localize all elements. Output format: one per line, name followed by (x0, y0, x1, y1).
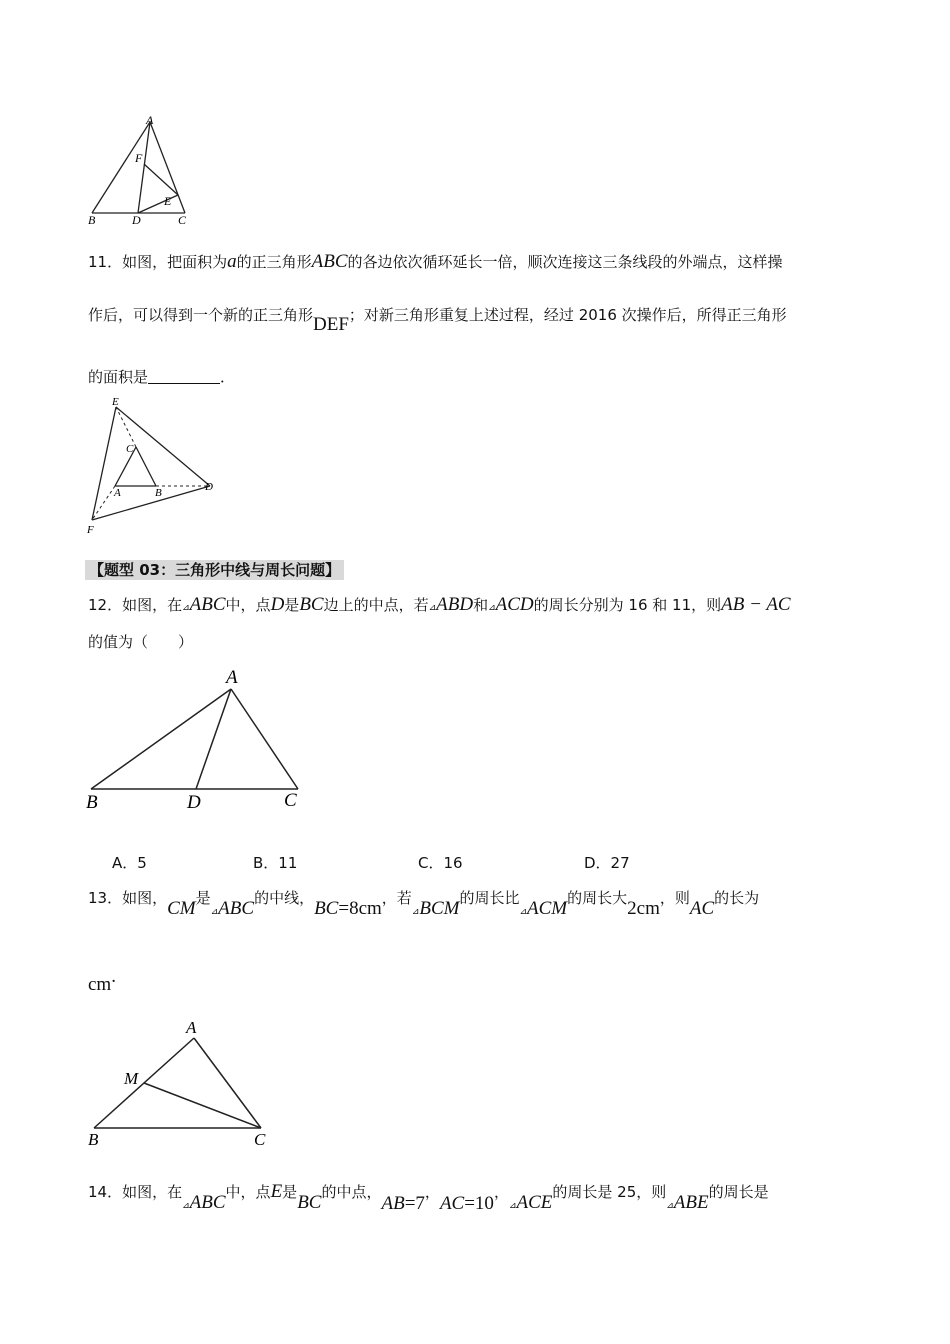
math-value: =8 (338, 898, 359, 919)
punct: ， (493, 1183, 509, 1201)
period: . (111, 966, 116, 987)
label-A: A (186, 1018, 197, 1037)
math-AC: AC (689, 898, 715, 919)
answer-blank[interactable] (148, 369, 220, 384)
math-ABC: ABC (218, 898, 255, 919)
q13-line1 (88, 888, 760, 919)
q12-text: 中，点 (225, 596, 271, 614)
q13-text: 的长为 (714, 889, 760, 907)
math-a: a (227, 251, 237, 272)
label-A: A (146, 113, 154, 127)
label-C: C (126, 443, 134, 455)
q11-text: 的正三角形 (236, 253, 312, 271)
figure-q13 (84, 1014, 284, 1149)
label-C: C (284, 790, 297, 811)
label-M: M (124, 1069, 139, 1088)
math-ACM: ACM (527, 898, 568, 919)
q13-text: 的中线， (254, 889, 315, 907)
q14-text: 中，点 (225, 1183, 271, 1201)
line-DE (138, 195, 178, 213)
math-E: E (270, 1181, 283, 1202)
q13-text: ，若 (381, 889, 412, 907)
option-d[interactable]: D．27 (584, 854, 630, 872)
label-D: D (187, 792, 201, 813)
answer-unit: cm (88, 974, 112, 995)
q11-text: 的面积是 (88, 368, 149, 386)
question-number: 13． (88, 889, 123, 907)
label-A: A (226, 667, 238, 688)
label-D: D (205, 481, 213, 493)
math-CM: CM (167, 898, 196, 919)
math-AB: AB (381, 1193, 405, 1214)
question-number: 12． (88, 596, 123, 614)
q12-text: 边上的中点，若 (323, 596, 429, 614)
label-E: E (112, 396, 119, 408)
q13-text: ，则 (659, 889, 690, 907)
triangle-symbol: ⊿ (411, 907, 420, 917)
figure-q11 (82, 392, 222, 537)
q11-text: ． (220, 368, 236, 386)
math-ACD: ACD (495, 594, 534, 615)
line-BC (136, 447, 156, 486)
q14-text: 是 (282, 1183, 298, 1201)
triangle-symbol: ⊿ (508, 1201, 517, 1211)
math-expression: AB − AC (721, 594, 791, 615)
q12-line1 (88, 595, 791, 618)
label-F: F (135, 151, 143, 165)
question-number: 11． (88, 253, 123, 271)
label-B: B (155, 487, 162, 499)
line-AC (231, 689, 298, 789)
q11-text: 如图，把面积为 (122, 253, 228, 271)
line-AB (91, 689, 231, 789)
figure-q10 (80, 112, 200, 230)
question-number: 14． (88, 1183, 123, 1201)
math-unit: cm (636, 898, 660, 919)
q14-line1 (88, 1181, 769, 1214)
math-BC: BC (297, 1192, 322, 1213)
math-value: 2 (627, 898, 637, 919)
triangle-symbol: ⊿ (428, 603, 437, 613)
q14-text: 如图，在 (122, 1183, 183, 1201)
label-C: C (178, 213, 187, 227)
label-B: B (88, 213, 96, 227)
triangle-symbol: ⊿ (519, 907, 528, 917)
q11-line1 (88, 252, 783, 272)
math-ABE: ABE (673, 1192, 709, 1213)
line-AB (92, 122, 150, 213)
math-AC: AC (439, 1193, 465, 1214)
math-ACE: ACE (516, 1192, 553, 1213)
q12-text: 的周长分别为 16 和 11，则 (533, 596, 722, 614)
label-A: A (114, 487, 121, 499)
triangle-symbol: ⊿ (666, 1201, 674, 1211)
math-value: =7 (404, 1193, 425, 1214)
triangle-symbol: ⊿ (488, 603, 496, 613)
q11-text: ；对新三角形重复上述过程，经过 2016 次操作后，所得正三角形 (348, 306, 787, 324)
label-B: B (88, 1130, 99, 1149)
math-ABC: ABC (189, 1192, 226, 1213)
math-unit: cm (358, 898, 382, 919)
triangle-symbol: ⊿ (210, 907, 219, 917)
q13-text: 的周长比 (459, 889, 520, 907)
label-D: D (132, 213, 141, 227)
label-E: E (164, 194, 172, 208)
punct: ， (424, 1183, 440, 1201)
option-a[interactable]: A．5 (112, 854, 147, 872)
q11-text: 的各边依次循环延长一倍，顺次连接这三条线段的外端点，这样操 (347, 253, 783, 271)
line-DF (92, 486, 210, 520)
q12-line2: 的值为（ ） (88, 633, 194, 651)
line-AD (196, 689, 231, 789)
math-BC: BC (299, 594, 324, 615)
q11-line2 (88, 305, 787, 335)
label-F: F (87, 524, 94, 536)
q14-text: 的周长是 25，则 (552, 1183, 667, 1201)
math-value: =10 (464, 1193, 494, 1214)
line-FE (144, 164, 178, 195)
q14-text: 的周长是 (708, 1183, 769, 1201)
q13-text: 的周长大 (567, 889, 628, 907)
q14-text: 的中点， (321, 1183, 382, 1201)
section-title: 【题型 03：三角形中线与周长问题】 (85, 560, 344, 580)
math-D: D (270, 594, 285, 615)
q11-text: 作后，可以得到一个新的正三角形 (88, 306, 314, 324)
q12-text: 和 (473, 596, 489, 614)
dash-CE (116, 407, 136, 447)
q13-text: 是 (195, 889, 211, 907)
triangle-symbol: ⊿ (182, 1201, 190, 1211)
option-b[interactable]: B．11 (253, 854, 298, 872)
q11-line3 (88, 367, 235, 387)
math-BCM: BCM (419, 898, 460, 919)
q12-text: 是 (284, 596, 300, 614)
triangle-symbol: ⊿ (182, 603, 190, 613)
label-B: B (86, 792, 98, 813)
q13-line2 (88, 966, 116, 996)
math-BC: BC (314, 898, 339, 919)
math-DEF: DEF (313, 314, 349, 335)
math-ABC: ABC (189, 594, 226, 615)
math-ABD: ABD (436, 594, 474, 615)
q12-text: 如图，在 (122, 596, 183, 614)
option-c[interactable]: C．16 (418, 854, 463, 872)
label-C: C (254, 1130, 266, 1149)
figure-q12 (82, 665, 312, 815)
q13-text: 如图， (122, 889, 168, 907)
math-ABC: ABC (311, 251, 348, 272)
